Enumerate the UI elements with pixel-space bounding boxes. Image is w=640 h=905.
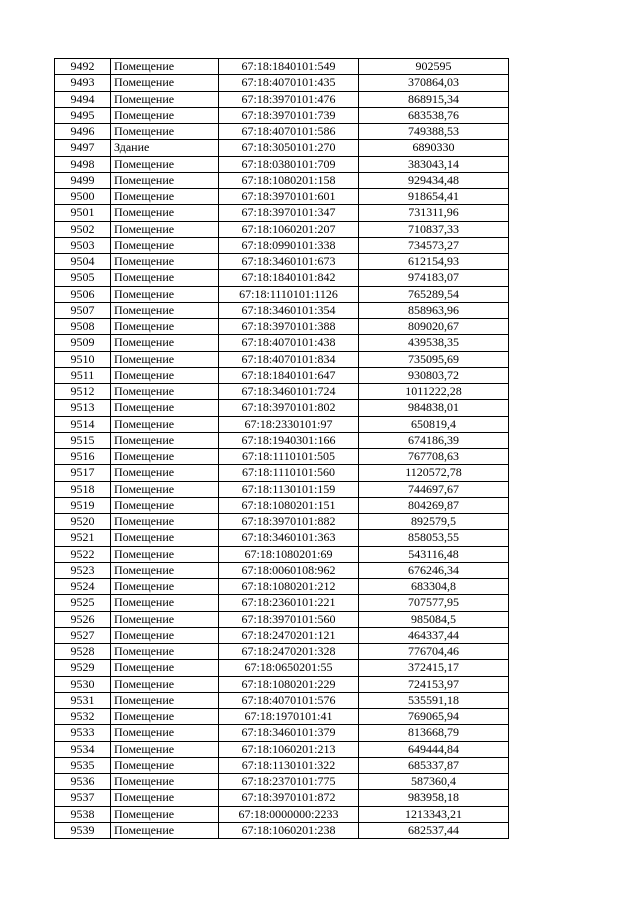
row-number-cell: 9520 — [55, 514, 111, 530]
cadastral-value-cell: 858963,96 — [359, 302, 509, 318]
cadastral-number-cell: 67:18:0990101:338 — [219, 237, 359, 253]
object-type-cell: Помещение — [111, 660, 219, 676]
cadastral-number-cell: 67:18:0380101:709 — [219, 156, 359, 172]
cadastral-number-cell: 67:18:1970101:41 — [219, 709, 359, 725]
row-number-cell: 9530 — [55, 676, 111, 692]
cadastral-value-cell: 985084,5 — [359, 611, 509, 627]
cadastral-number-cell: 67:18:3970101:802 — [219, 400, 359, 416]
cadastral-value-cell: 868915,34 — [359, 91, 509, 107]
row-number-cell: 9495 — [55, 107, 111, 123]
cadastral-number-cell: 67:18:4070101:435 — [219, 75, 359, 91]
cadastral-number-cell: 67:18:3460101:724 — [219, 384, 359, 400]
row-number-cell: 9510 — [55, 351, 111, 367]
cadastral-value-cell: 682537,44 — [359, 822, 509, 838]
cadastral-value-cell: 735095,69 — [359, 351, 509, 367]
object-type-cell: Помещение — [111, 692, 219, 708]
object-type-cell: Помещение — [111, 416, 219, 432]
cadastral-value-cell: 650819,4 — [359, 416, 509, 432]
cadastral-value-cell: 918654,41 — [359, 189, 509, 205]
cadastral-number-cell: 67:18:3970101:872 — [219, 790, 359, 806]
cadastral-value-cell: 731311,96 — [359, 205, 509, 221]
table-row — [55, 741, 509, 757]
cadastral-number-cell: 67:18:1110101:505 — [219, 449, 359, 465]
cadastral-number-cell: 67:18:1060201:213 — [219, 741, 359, 757]
cadastral-value-cell: 1011222,28 — [359, 384, 509, 400]
row-number-cell: 9513 — [55, 400, 111, 416]
cadastral-number-cell: 67:18:1080201:158 — [219, 172, 359, 188]
object-type-cell: Помещение — [111, 124, 219, 140]
cadastral-number-cell: 67:18:1080201:69 — [219, 546, 359, 562]
object-type-cell: Помещение — [111, 579, 219, 595]
cadastral-value-cell: 535591,18 — [359, 692, 509, 708]
object-type-cell: Помещение — [111, 400, 219, 416]
row-number-cell: 9506 — [55, 286, 111, 302]
cadastral-value-cell: 1120572,78 — [359, 465, 509, 481]
table-row — [55, 595, 509, 611]
table-row — [55, 351, 509, 367]
table-row — [55, 757, 509, 773]
cadastral-number-cell: 67:18:1110101:560 — [219, 465, 359, 481]
object-type-cell: Помещение — [111, 806, 219, 822]
cadastral-value-cell: 676246,34 — [359, 562, 509, 578]
table-row — [55, 254, 509, 270]
cadastral-number-cell: 67:18:3970101:476 — [219, 91, 359, 107]
table-row — [55, 221, 509, 237]
cadastral-value-cell: 983958,18 — [359, 790, 509, 806]
row-number-cell: 9509 — [55, 335, 111, 351]
row-number-cell: 9504 — [55, 254, 111, 270]
cadastral-number-cell: 67:18:1840101:549 — [219, 59, 359, 75]
row-number-cell: 9532 — [55, 709, 111, 725]
cadastral-number-cell: 67:18:1080201:229 — [219, 676, 359, 692]
cadastral-number-cell: 67:18:2470201:121 — [219, 627, 359, 643]
cadastral-value-cell: 744697,67 — [359, 481, 509, 497]
row-number-cell: 9523 — [55, 562, 111, 578]
cadastral-value-cell: 543116,48 — [359, 546, 509, 562]
table-row — [55, 140, 509, 156]
cadastral-number-cell: 67:18:3460101:673 — [219, 254, 359, 270]
object-type-cell: Здание — [111, 140, 219, 156]
table-row — [55, 611, 509, 627]
cadastral-number-cell: 67:18:2470201:328 — [219, 644, 359, 660]
table-row — [55, 514, 509, 530]
row-number-cell: 9535 — [55, 757, 111, 773]
table-row — [55, 107, 509, 123]
table-row — [55, 725, 509, 741]
cadastral-number-cell: 67:18:0650201:55 — [219, 660, 359, 676]
table-row — [55, 156, 509, 172]
object-type-cell: Помещение — [111, 757, 219, 773]
cadastral-number-cell: 67:18:0000000:2233 — [219, 806, 359, 822]
cadastral-number-cell: 67:18:4070101:586 — [219, 124, 359, 140]
cadastral-number-cell: 67:18:3460101:354 — [219, 302, 359, 318]
table-row — [55, 384, 509, 400]
row-number-cell: 9493 — [55, 75, 111, 91]
row-number-cell: 9537 — [55, 790, 111, 806]
table-row — [55, 806, 509, 822]
cadastral-number-cell: 67:18:4070101:834 — [219, 351, 359, 367]
table-row — [55, 59, 509, 75]
cadastral-number-cell: 67:18:1840101:842 — [219, 270, 359, 286]
table-row — [55, 774, 509, 790]
row-number-cell: 9538 — [55, 806, 111, 822]
cadastral-number-cell: 67:18:1080201:212 — [219, 579, 359, 595]
cadastral-value-cell: 724153,97 — [359, 676, 509, 692]
table-row — [55, 416, 509, 432]
object-type-cell: Помещение — [111, 725, 219, 741]
object-type-cell: Помещение — [111, 221, 219, 237]
object-type-cell: Помещение — [111, 75, 219, 91]
row-number-cell: 9534 — [55, 741, 111, 757]
row-number-cell: 9518 — [55, 481, 111, 497]
table-row — [55, 465, 509, 481]
object-type-cell: Помещение — [111, 497, 219, 513]
object-type-cell: Помещение — [111, 172, 219, 188]
row-number-cell: 9527 — [55, 627, 111, 643]
cadastral-value-cell: 6890330 — [359, 140, 509, 156]
cadastral-value-cell: 769065,94 — [359, 709, 509, 725]
object-type-cell: Помещение — [111, 676, 219, 692]
object-type-cell: Помещение — [111, 205, 219, 221]
object-type-cell: Помещение — [111, 774, 219, 790]
row-number-cell: 9531 — [55, 692, 111, 708]
cadastral-number-cell: 67:18:1130101:159 — [219, 481, 359, 497]
cadastral-value-cell: 674186,39 — [359, 432, 509, 448]
cadastral-number-cell: 67:18:3050101:270 — [219, 140, 359, 156]
cadastral-number-cell: 67:18:4070101:438 — [219, 335, 359, 351]
table-row — [55, 676, 509, 692]
cadastral-value-cell: 809020,67 — [359, 319, 509, 335]
cadastral-value-cell: 683304,8 — [359, 579, 509, 595]
table-row — [55, 579, 509, 595]
row-number-cell: 9524 — [55, 579, 111, 595]
table-row — [55, 270, 509, 286]
table-row — [55, 546, 509, 562]
object-type-cell: Помещение — [111, 432, 219, 448]
cadastral-number-cell: 67:18:4070101:576 — [219, 692, 359, 708]
table-row — [55, 790, 509, 806]
row-number-cell: 9533 — [55, 725, 111, 741]
object-type-cell: Помещение — [111, 254, 219, 270]
table-row — [55, 660, 509, 676]
row-number-cell: 9505 — [55, 270, 111, 286]
table-row — [55, 124, 509, 140]
object-type-cell: Помещение — [111, 530, 219, 546]
object-type-cell: Помещение — [111, 237, 219, 253]
row-number-cell: 9511 — [55, 367, 111, 383]
object-type-cell: Помещение — [111, 562, 219, 578]
cadastral-value-cell: 710837,33 — [359, 221, 509, 237]
table-row — [55, 205, 509, 221]
cadastral-number-cell: 67:18:3970101:601 — [219, 189, 359, 205]
table-row — [55, 432, 509, 448]
row-number-cell: 9536 — [55, 774, 111, 790]
object-type-cell: Помещение — [111, 514, 219, 530]
row-number-cell: 9501 — [55, 205, 111, 221]
table-row — [55, 75, 509, 91]
cadastral-value-cell: 892579,5 — [359, 514, 509, 530]
table-row — [55, 302, 509, 318]
table-row — [55, 400, 509, 416]
cadastral-value-cell: 649444,84 — [359, 741, 509, 757]
object-type-cell: Помещение — [111, 189, 219, 205]
row-number-cell: 9507 — [55, 302, 111, 318]
table-row — [55, 237, 509, 253]
row-number-cell: 9500 — [55, 189, 111, 205]
row-number-cell: 9517 — [55, 465, 111, 481]
table-row — [55, 367, 509, 383]
cadastral-value-cell: 587360,4 — [359, 774, 509, 790]
object-type-cell: Помещение — [111, 91, 219, 107]
cadastral-number-cell: 67:18:2360101:221 — [219, 595, 359, 611]
cadastral-number-cell: 67:18:1060201:238 — [219, 822, 359, 838]
row-number-cell: 9514 — [55, 416, 111, 432]
row-number-cell: 9499 — [55, 172, 111, 188]
object-type-cell: Помещение — [111, 465, 219, 481]
cadastral-number-cell: 67:18:2330101:97 — [219, 416, 359, 432]
cadastral-value-cell: 813668,79 — [359, 725, 509, 741]
cadastral-value-cell: 767708,63 — [359, 449, 509, 465]
table-row — [55, 692, 509, 708]
cadastral-value-cell: 749388,53 — [359, 124, 509, 140]
row-number-cell: 9494 — [55, 91, 111, 107]
row-number-cell: 9502 — [55, 221, 111, 237]
cadastral-number-cell: 67:18:3460101:379 — [219, 725, 359, 741]
cadastral-number-cell: 67:18:1940301:166 — [219, 432, 359, 448]
cadastral-value-cell: 439538,35 — [359, 335, 509, 351]
table-row — [55, 91, 509, 107]
row-number-cell: 9503 — [55, 237, 111, 253]
row-number-cell: 9539 — [55, 822, 111, 838]
row-number-cell: 9508 — [55, 319, 111, 335]
cadastral-value-cell: 776704,46 — [359, 644, 509, 660]
object-type-cell: Помещение — [111, 302, 219, 318]
row-number-cell: 9521 — [55, 530, 111, 546]
cadastral-number-cell: 67:18:1840101:647 — [219, 367, 359, 383]
object-type-cell: Помещение — [111, 790, 219, 806]
object-type-cell: Помещение — [111, 156, 219, 172]
table-row — [55, 189, 509, 205]
object-type-cell: Помещение — [111, 449, 219, 465]
cadastral-value-cell: 930803,72 — [359, 367, 509, 383]
object-type-cell: Помещение — [111, 595, 219, 611]
cadastral-value-cell: 370864,03 — [359, 75, 509, 91]
row-number-cell: 9498 — [55, 156, 111, 172]
object-type-cell: Помещение — [111, 611, 219, 627]
cadastral-value-cell: 383043,14 — [359, 156, 509, 172]
table-row — [55, 172, 509, 188]
row-number-cell: 9492 — [55, 59, 111, 75]
cadastral-value-cell: 707577,95 — [359, 595, 509, 611]
cadastral-value-cell: 804269,87 — [359, 497, 509, 513]
object-type-cell: Помещение — [111, 709, 219, 725]
object-type-cell: Помещение — [111, 367, 219, 383]
cadastral-number-cell: 67:18:1060201:207 — [219, 221, 359, 237]
cadastral-number-cell: 67:18:3970101:560 — [219, 611, 359, 627]
row-number-cell: 9528 — [55, 644, 111, 660]
row-number-cell: 9497 — [55, 140, 111, 156]
table-row — [55, 562, 509, 578]
cadastral-number-cell: 67:18:3970101:882 — [219, 514, 359, 530]
row-number-cell: 9516 — [55, 449, 111, 465]
cadastral-value-cell: 1213343,21 — [359, 806, 509, 822]
cadastral-value-cell: 464337,44 — [359, 627, 509, 643]
row-number-cell: 9526 — [55, 611, 111, 627]
cadastral-number-cell: 67:18:1130101:322 — [219, 757, 359, 773]
table-row — [55, 627, 509, 643]
table-row — [55, 709, 509, 725]
cadastral-value-cell: 984838,01 — [359, 400, 509, 416]
table-row — [55, 497, 509, 513]
row-number-cell: 9529 — [55, 660, 111, 676]
row-number-cell: 9496 — [55, 124, 111, 140]
object-type-cell: Помещение — [111, 335, 219, 351]
table-row — [55, 335, 509, 351]
table-row — [55, 530, 509, 546]
row-number-cell: 9522 — [55, 546, 111, 562]
table-body — [55, 59, 509, 839]
cadastral-value-cell: 974183,07 — [359, 270, 509, 286]
cadastral-number-cell: 67:18:1080201:151 — [219, 497, 359, 513]
cadastral-number-cell: 67:18:3460101:363 — [219, 530, 359, 546]
object-type-cell: Помещение — [111, 384, 219, 400]
cadastral-value-cell: 372415,17 — [359, 660, 509, 676]
object-type-cell: Помещение — [111, 59, 219, 75]
cadastral-value-cell: 858053,55 — [359, 530, 509, 546]
object-type-cell: Помещение — [111, 546, 219, 562]
object-type-cell: Помещение — [111, 481, 219, 497]
object-type-cell: Помещение — [111, 107, 219, 123]
table-row — [55, 319, 509, 335]
cadastral-number-cell: 67:18:3970101:347 — [219, 205, 359, 221]
cadastral-value-cell: 612154,93 — [359, 254, 509, 270]
object-type-cell: Помещение — [111, 627, 219, 643]
cadastral-value-cell: 734573,27 — [359, 237, 509, 253]
cadastral-value-cell: 683538,76 — [359, 107, 509, 123]
row-number-cell: 9519 — [55, 497, 111, 513]
cadastral-number-cell: 67:18:3970101:739 — [219, 107, 359, 123]
object-type-cell: Помещение — [111, 286, 219, 302]
cadastral-number-cell: 67:18:1110101:1126 — [219, 286, 359, 302]
object-type-cell: Помещение — [111, 351, 219, 367]
row-number-cell: 9525 — [55, 595, 111, 611]
table-row — [55, 449, 509, 465]
table-row — [55, 286, 509, 302]
cadastral-value-cell: 929434,48 — [359, 172, 509, 188]
object-type-cell: Помещение — [111, 270, 219, 286]
cadastral-value-cell: 765289,54 — [359, 286, 509, 302]
table-row — [55, 822, 509, 838]
object-type-cell: Помещение — [111, 741, 219, 757]
row-number-cell: 9515 — [55, 432, 111, 448]
cadastral-value-cell: 902595 — [359, 59, 509, 75]
cadastral-number-cell: 67:18:3970101:388 — [219, 319, 359, 335]
table-row — [55, 644, 509, 660]
cadastral-value-table — [54, 58, 509, 839]
row-number-cell: 9512 — [55, 384, 111, 400]
object-type-cell: Помещение — [111, 822, 219, 838]
object-type-cell: Помещение — [111, 319, 219, 335]
cadastral-number-cell: 67:18:0060108:962 — [219, 562, 359, 578]
table-row — [55, 481, 509, 497]
cadastral-number-cell: 67:18:2370101:775 — [219, 774, 359, 790]
cadastral-value-cell: 685337,87 — [359, 757, 509, 773]
object-type-cell: Помещение — [111, 644, 219, 660]
